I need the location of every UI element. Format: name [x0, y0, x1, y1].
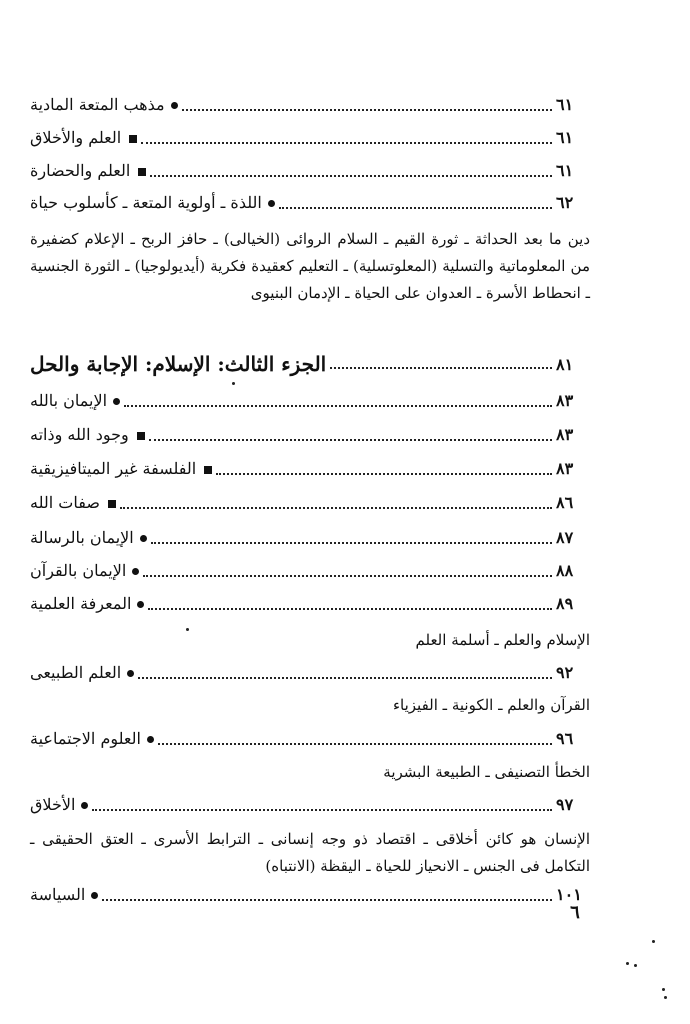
toc-entry [30, 384, 590, 414]
bullet-icon [132, 568, 139, 575]
ethics-summary: الإنسان هو كائن أخلاقى ـ اقتصاد ذو وجه إنسانى ـ الترابط الأسرى ـ العتق الحقيقى ـ التكامل فى الجنس ـ الانحياز للحياة ـ اليقظة (الانتباه) [30, 830, 590, 875]
toc-entry [30, 418, 590, 448]
toc-subtopics: القرآن والعلم ـ الكونية ـ الفيزياء [392, 696, 590, 714]
toc-subtopics: الإسلام والعلم ـ أسلمة العلم [415, 631, 590, 649]
toc-entry-page: ٦١ [556, 161, 574, 180]
toc-entry-label: الإيمان بالقرآن [30, 561, 127, 580]
leader-dots [143, 575, 552, 577]
leader-dots [151, 542, 552, 544]
bullet-icon [81, 802, 88, 809]
page-number: ٦ [570, 902, 580, 923]
toc-entry [30, 788, 590, 818]
scan-speck [232, 382, 235, 385]
toc-entry-page: ٨٣ [556, 391, 574, 410]
square-bullet-icon [138, 168, 146, 176]
toc-entry [30, 722, 590, 752]
toc-entry [30, 452, 590, 482]
toc-entry-page: ٨٣ [556, 425, 574, 444]
toc-entry-page: ٩٦ [556, 729, 574, 748]
square-bullet-icon [137, 432, 145, 440]
toc-entry-label: الأخلاق [30, 795, 76, 814]
scan-speck [652, 940, 655, 943]
toc-entry-label: مذهب المتعة المادية [30, 95, 165, 114]
toc-entry-label: اللذة ـ أولوية المتعة ـ كأسلوب حياة [30, 193, 262, 212]
toc-entry-label: السياسة [30, 885, 86, 904]
scan-speck [664, 996, 667, 999]
bullet-icon [127, 670, 134, 677]
toc-entry [30, 486, 590, 516]
toc-entry [30, 656, 590, 686]
bullet-icon [268, 200, 275, 207]
square-bullet-icon [204, 466, 212, 474]
toc-entry-page: ٨٣ [556, 459, 574, 478]
scan-speck [634, 964, 637, 967]
toc-entry-label: العلم والحضارة [30, 161, 131, 180]
bullet-icon [91, 892, 98, 899]
scan-speck [186, 628, 189, 631]
toc-entry-label: وجود الله وذاته [30, 425, 129, 444]
toc-entry-label: المعرفة العلمية [30, 594, 132, 613]
toc-entry [30, 88, 590, 118]
leader-dots [182, 109, 552, 111]
leader-dots [150, 175, 552, 177]
leader-dots [124, 405, 552, 407]
toc-entry-page: ٨٦ [556, 493, 574, 512]
scan-speck [662, 988, 665, 991]
bullet-icon [137, 601, 144, 608]
leader-dots [149, 439, 552, 441]
toc-entry-page: ٦١ [556, 95, 574, 114]
toc-entry-label: العلوم الاجتماعية [30, 729, 141, 748]
leader-dots [92, 809, 552, 811]
square-bullet-icon [108, 500, 116, 508]
bullet-icon [171, 102, 178, 109]
toc-entry-label: صفات الله [30, 493, 100, 512]
toc-entry-label: الإيمان بالرسالة [30, 528, 134, 547]
leader-dots [279, 207, 552, 209]
toc-entry-page: ٦٢ [556, 193, 574, 212]
leader-dots [120, 507, 552, 509]
toc-entry [30, 878, 590, 908]
leader-dots [102, 899, 552, 901]
leader-dots [330, 367, 552, 369]
toc-entry-label: العلم والأخلاق [30, 128, 122, 147]
leader-dots [138, 677, 552, 679]
toc-entry-page: ٨٨ [556, 561, 574, 580]
toc-entry [30, 521, 590, 551]
toc-entry [30, 587, 590, 617]
toc-entry [30, 121, 590, 151]
part-three-heading [30, 345, 590, 377]
leader-dots [216, 473, 552, 475]
toc-entry-label: الإيمان بالله [30, 391, 108, 410]
toc-entry-page: ٩٢ [556, 663, 574, 682]
part-page: ٨١ [556, 355, 574, 374]
toc-entry-page: ٩٧ [556, 795, 574, 814]
section-two-summary: دين ما بعد الحداثة ـ ثورة القيم ـ السلام الروائى (الخيالى) ـ حافز الربح ـ الإعلام كضفيرة من المعلوماتية والتسلية (المعلوتسلية) ـ التعليم كعقيدة فكرية (أيديولوجيا) ـ الثورة الجنسية ـ انحطاط الأسرة ـ العدوان على الحياة ـ الإدمان البنيوى [30, 230, 590, 302]
leader-dots [148, 608, 552, 610]
scan-speck [626, 962, 629, 965]
toc-entry-label: الفلسفة غير الميتافيزيقية [30, 459, 197, 478]
toc-entry-page: ٨٧ [556, 528, 574, 547]
leader-dots [158, 743, 552, 745]
bullet-icon [140, 535, 147, 542]
toc-entry [30, 554, 590, 584]
toc-entry-label: العلم الطبيعى [30, 663, 122, 682]
square-bullet-icon [129, 135, 137, 143]
toc-entry [30, 154, 590, 184]
leader-dots [141, 142, 552, 144]
part-title: الجزء الثالث: الإسلام: الإجابة والحل [30, 352, 327, 376]
toc-entry-page: ٨٩ [556, 594, 574, 613]
toc-entry-page: ٦١ [556, 128, 574, 147]
bullet-icon [147, 736, 154, 743]
toc-entry-page: ١٠١ [556, 885, 582, 904]
toc-entry [30, 186, 590, 216]
toc-subtopics: الخطأ التصنيفى ـ الطبيعة البشرية [383, 763, 590, 781]
bullet-icon [113, 398, 120, 405]
